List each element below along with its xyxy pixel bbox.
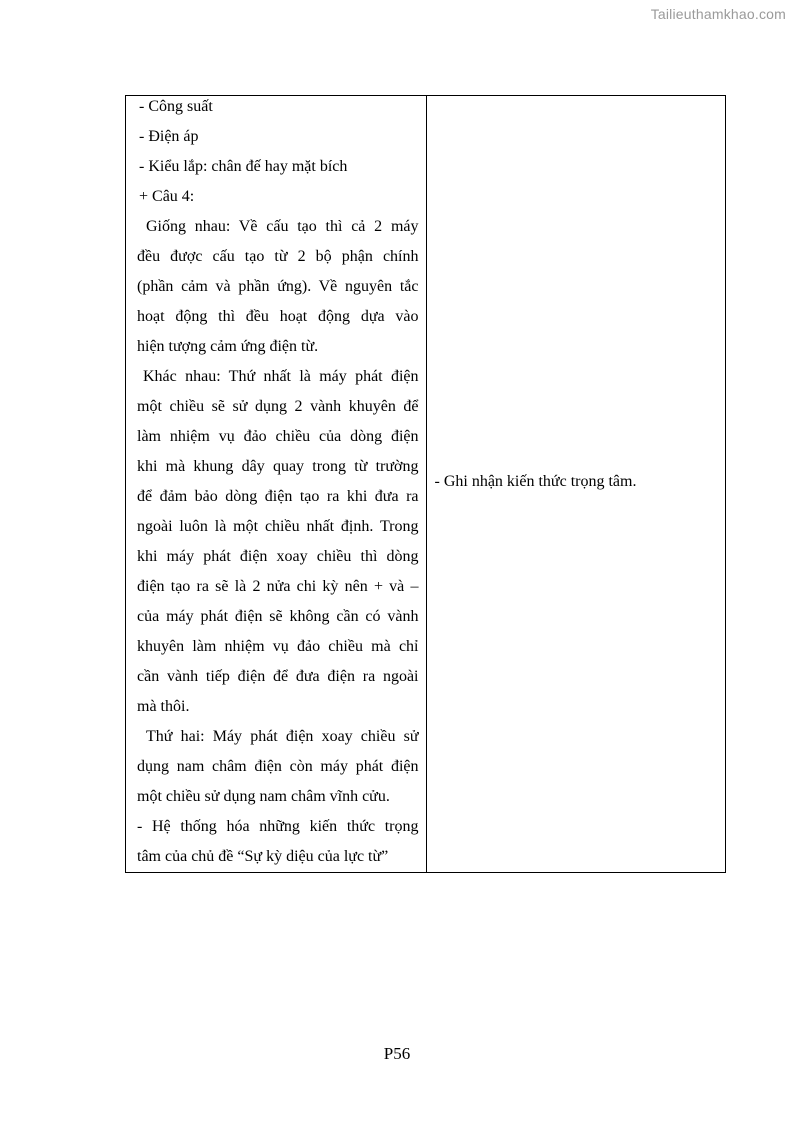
outcome-text: - Ghi nhận kiến thức trọng tâm.: [434, 473, 637, 490]
text-line: làm nhiệm vụ đảo chiều của dòng điện: [137, 428, 419, 445]
text-line: - Kiểu lắp: chân đế hay mặt bích: [139, 158, 348, 175]
text-line: khuyên làm nhiệm vụ đảo chiều mà chỉ: [137, 638, 419, 655]
text-line: khi mà khung dây quay trong từ trường: [137, 458, 419, 475]
text-line: khi máy phát điện xoay chiều thì dòng: [137, 548, 419, 565]
watermark-text: Tailieuthamkhao.com: [650, 6, 786, 22]
text-line: tâm của chủ đề “Sự kỳ diệu của lực từ”: [137, 848, 389, 865]
text-line: của máy phát điện sẽ không cần có vành: [137, 608, 419, 625]
text-line: Giống nhau: Về cấu tạo thì cả 2 máy: [146, 218, 419, 235]
text-line: một chiều sử dụng nam châm vĩnh cửu.: [137, 788, 390, 805]
text-line: điện tạo ra sẽ là 2 nửa chi kỳ nên + và –: [137, 578, 419, 595]
text-line: hiện tượng cảm ứng điện từ.: [137, 338, 319, 355]
teacher-student-activity-cell: [126, 96, 427, 873]
text-line: - Điện áp: [139, 128, 199, 145]
expected-outcome-cell: [426, 96, 726, 873]
text-line: một chiều sẽ sử dụng 2 vành khuyên để: [137, 398, 419, 415]
text-line: - Hệ thống hóa những kiến thức trọng: [137, 818, 419, 835]
text-line: dụng nam châm điện còn máy phát điện: [137, 758, 419, 775]
text-line: - Công suất: [139, 98, 213, 115]
text-line: Thứ hai: Máy phát điện xoay chiều sử: [146, 728, 419, 745]
text-line: ngoài luôn là một chiều nhất định. Trong: [137, 518, 419, 535]
page-number: P56: [383, 1044, 411, 1063]
text-line: Khác nhau: Thứ nhất là máy phát điện: [143, 368, 419, 385]
lesson-table: [125, 95, 726, 873]
text-line: cần vành tiếp điện để đưa điện ra ngoài: [137, 668, 419, 685]
text-line: để đảm bảo dòng điện tạo ra khi đưa ra: [137, 488, 419, 505]
table-row: [126, 96, 726, 873]
text-line: + Câu 4:: [139, 188, 195, 205]
text-line: mà thôi.: [137, 698, 190, 715]
text-line: hoạt động thì đều hoạt động dựa vào: [137, 308, 419, 325]
text-line: đều được cấu tạo từ 2 bộ phận chính: [137, 248, 419, 265]
text-line: (phần cảm và phần ứng). Về nguyên tắc: [137, 278, 419, 295]
